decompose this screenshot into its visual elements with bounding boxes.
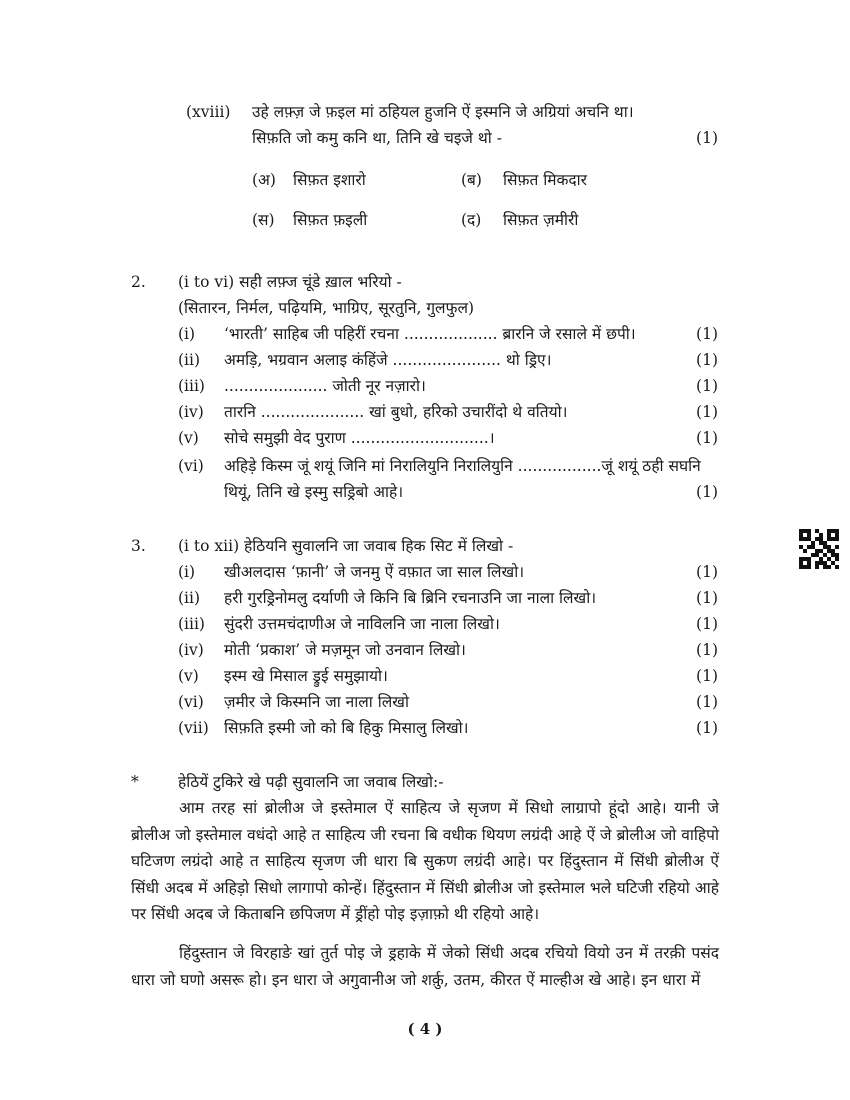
option-key: (अ) <box>252 171 276 189</box>
option-text: सिफ़त फ़इली <box>293 211 368 229</box>
item-number: (vi) <box>178 457 204 475</box>
option-text: सिफ़त ज़मीरी <box>503 211 579 229</box>
marks: (1) <box>696 615 718 633</box>
item-number: (vii) <box>178 719 209 737</box>
question-text: उहे लफ़्ज़ जे फ़इल मां ठहियल हुजनि ऐं इस्मनि जे अग्रियां अचनि था। <box>252 103 634 121</box>
marks: (1) <box>696 589 718 607</box>
question-number: 3. <box>131 537 146 555</box>
item-text: तारनि ..................... खां बुधो, हरिको उचारींदो थे वतियो। <box>224 403 568 421</box>
item-number: (i) <box>178 563 196 581</box>
option-key: (द) <box>461 211 482 229</box>
marks: (1) <box>696 325 718 343</box>
item-text: सिफ़ति इस्मी जो को बि हिकु मिसालु लिखो। <box>224 719 469 737</box>
item-number: (i) <box>178 325 196 343</box>
item-text: हरी गुरड्रिनोमलु दर्याणी जे किनि बि ब्रिनि रचनाउनि जा नाला लिखो। <box>224 589 597 607</box>
question-heading: (i to vi) सही लफ़्ज चूंडे ख़ाल भरियो - <box>178 273 402 291</box>
item-text: सुंदरी उत्तमचंदाणीअ जे नाविलनि जा नाला लिखो। <box>224 615 500 633</box>
question-heading: (i to xii) हेठियनि सुवालनि जा जवाब हिक सिट में लिखो - <box>178 537 514 555</box>
question-number: 2. <box>131 273 146 291</box>
marks: (1) <box>696 667 718 685</box>
item-number: (iii) <box>178 615 205 633</box>
marks: (1) <box>696 429 718 447</box>
marks: (1) <box>696 641 718 659</box>
marks: (1) <box>696 377 718 395</box>
page-number: ( 4 ) <box>407 1020 443 1038</box>
marks: (1) <box>696 693 718 711</box>
item-number: (v) <box>178 429 199 447</box>
item-number: (v) <box>178 667 199 685</box>
item-text: ‘भारती’ साहिब जी पहिरीं रचना ................... ब्रारनि जे रसाले में छपी। <box>224 325 636 343</box>
item-text: अहिड़े किस्म जूं शयूं जिनि मां निरालियुनि निरालियुनि .................जूं शयूं ठही सघनि <box>224 457 701 475</box>
item-text: सोचे समुझी वेद पुराण ............................। <box>224 429 495 447</box>
marks: (1) <box>696 351 718 369</box>
marks: (1) <box>696 719 718 737</box>
item-number: (ii) <box>178 351 201 369</box>
marks: (1) <box>696 563 718 581</box>
option-key: (ब) <box>461 171 482 189</box>
item-text: इस्म खे मिसाल ड्रुई समुझायो। <box>224 667 388 685</box>
item-number: (iv) <box>178 641 204 659</box>
marks: (1) <box>696 483 718 501</box>
item-text: खीअलदास ‘फ़ानी’ जे जनमु ऐं वफ़ात जा साल लिखो। <box>224 563 525 581</box>
item-number: (ii) <box>178 589 201 607</box>
option-text: सिफ़त मिकदार <box>503 171 587 189</box>
option-text: सिफ़त इशारो <box>293 171 366 189</box>
passage-paragraph-1: आम तरह सां ब्रोलीअ जे इस्तेमाल ऐं साहित्य जे सृजण में सिधो लाग्रापो हूंदो आहे। यानी जे ब्रोलीअ जो इस्तेमाल वधंदो आहे त साहित्य जी रचना बि वधीक थियण लग्रंदी आहे ऐं जे ब्रोलीअ जो वाहिपो घटिजण लग्रंदो आहे त साहित्य सृजण जी धारा बि सुकण लग्रंदी आहे। पर हिंदुस्तान में सिंधी ब्रोलीअ ऐं सिंधी अदब में अहिड़ो सिधो लागापो कोन्हें। हिंदुस्तान में सिंधी ब्रोलीअ जो इस्तेमाल भले घटिजी रहियो आहे पर सिंधी अदब जे किताबनि छपिजण में ड्रींहो पोइ इज़ाफ़ो थी रहियो आहे। <box>131 799 719 923</box>
question-text: सिफ़ति जो कमु कनि था, तिनि खे चइजे थो - <box>252 129 502 147</box>
passage-paragraph-2: हिंदुस्तान जे विरहाङे खां तुर्त पोइ जे ड्रहाके में जेको सिंधी अदब रचियो वियो उन में तरक़ी पसंद धारा जो घणो असरू हो। इन धारा जे अगुवानीअ जो शर्क़ु, उतम, कीरत ऐं माल्हीअ खे आहे। इन धारा में <box>131 944 719 989</box>
item-number: (iv) <box>178 403 204 421</box>
item-text-continued: थियूं, तिनि खे इस्मु सड्रिबो आहे। <box>224 483 404 501</box>
item-text: अमड़ि, भग्रवान अलाइ कंहिंजे ...................... थो ड्रिए। <box>224 351 552 369</box>
item-text: मोती ‘प्रकाश’ जे मज़मून जो उनवान लिखो। <box>224 641 466 659</box>
qr-code <box>799 529 839 569</box>
item-number: (vi) <box>178 693 204 711</box>
marks: (1) <box>696 403 718 421</box>
option-key: (स) <box>252 211 275 229</box>
item-number: (iii) <box>178 377 205 395</box>
word-choices: (सितारन, निर्मल, पढ़ियमि, भाग्रिए, सूरतुनि, गुलफुल) <box>178 299 475 317</box>
item-text: ज़मीर जे किस्मनि जा नाला लिखो <box>224 693 409 711</box>
passage-heading: हेठियें टुकिरे खे पढ़ी सुवालनि जा जवाब लिखो:- <box>178 773 444 791</box>
passage-star: * <box>131 773 139 791</box>
question-number: (xviii) <box>186 103 231 121</box>
marks: (1) <box>696 129 718 147</box>
item-text: ..................... जोती नूर नज़ारो। <box>224 377 426 395</box>
